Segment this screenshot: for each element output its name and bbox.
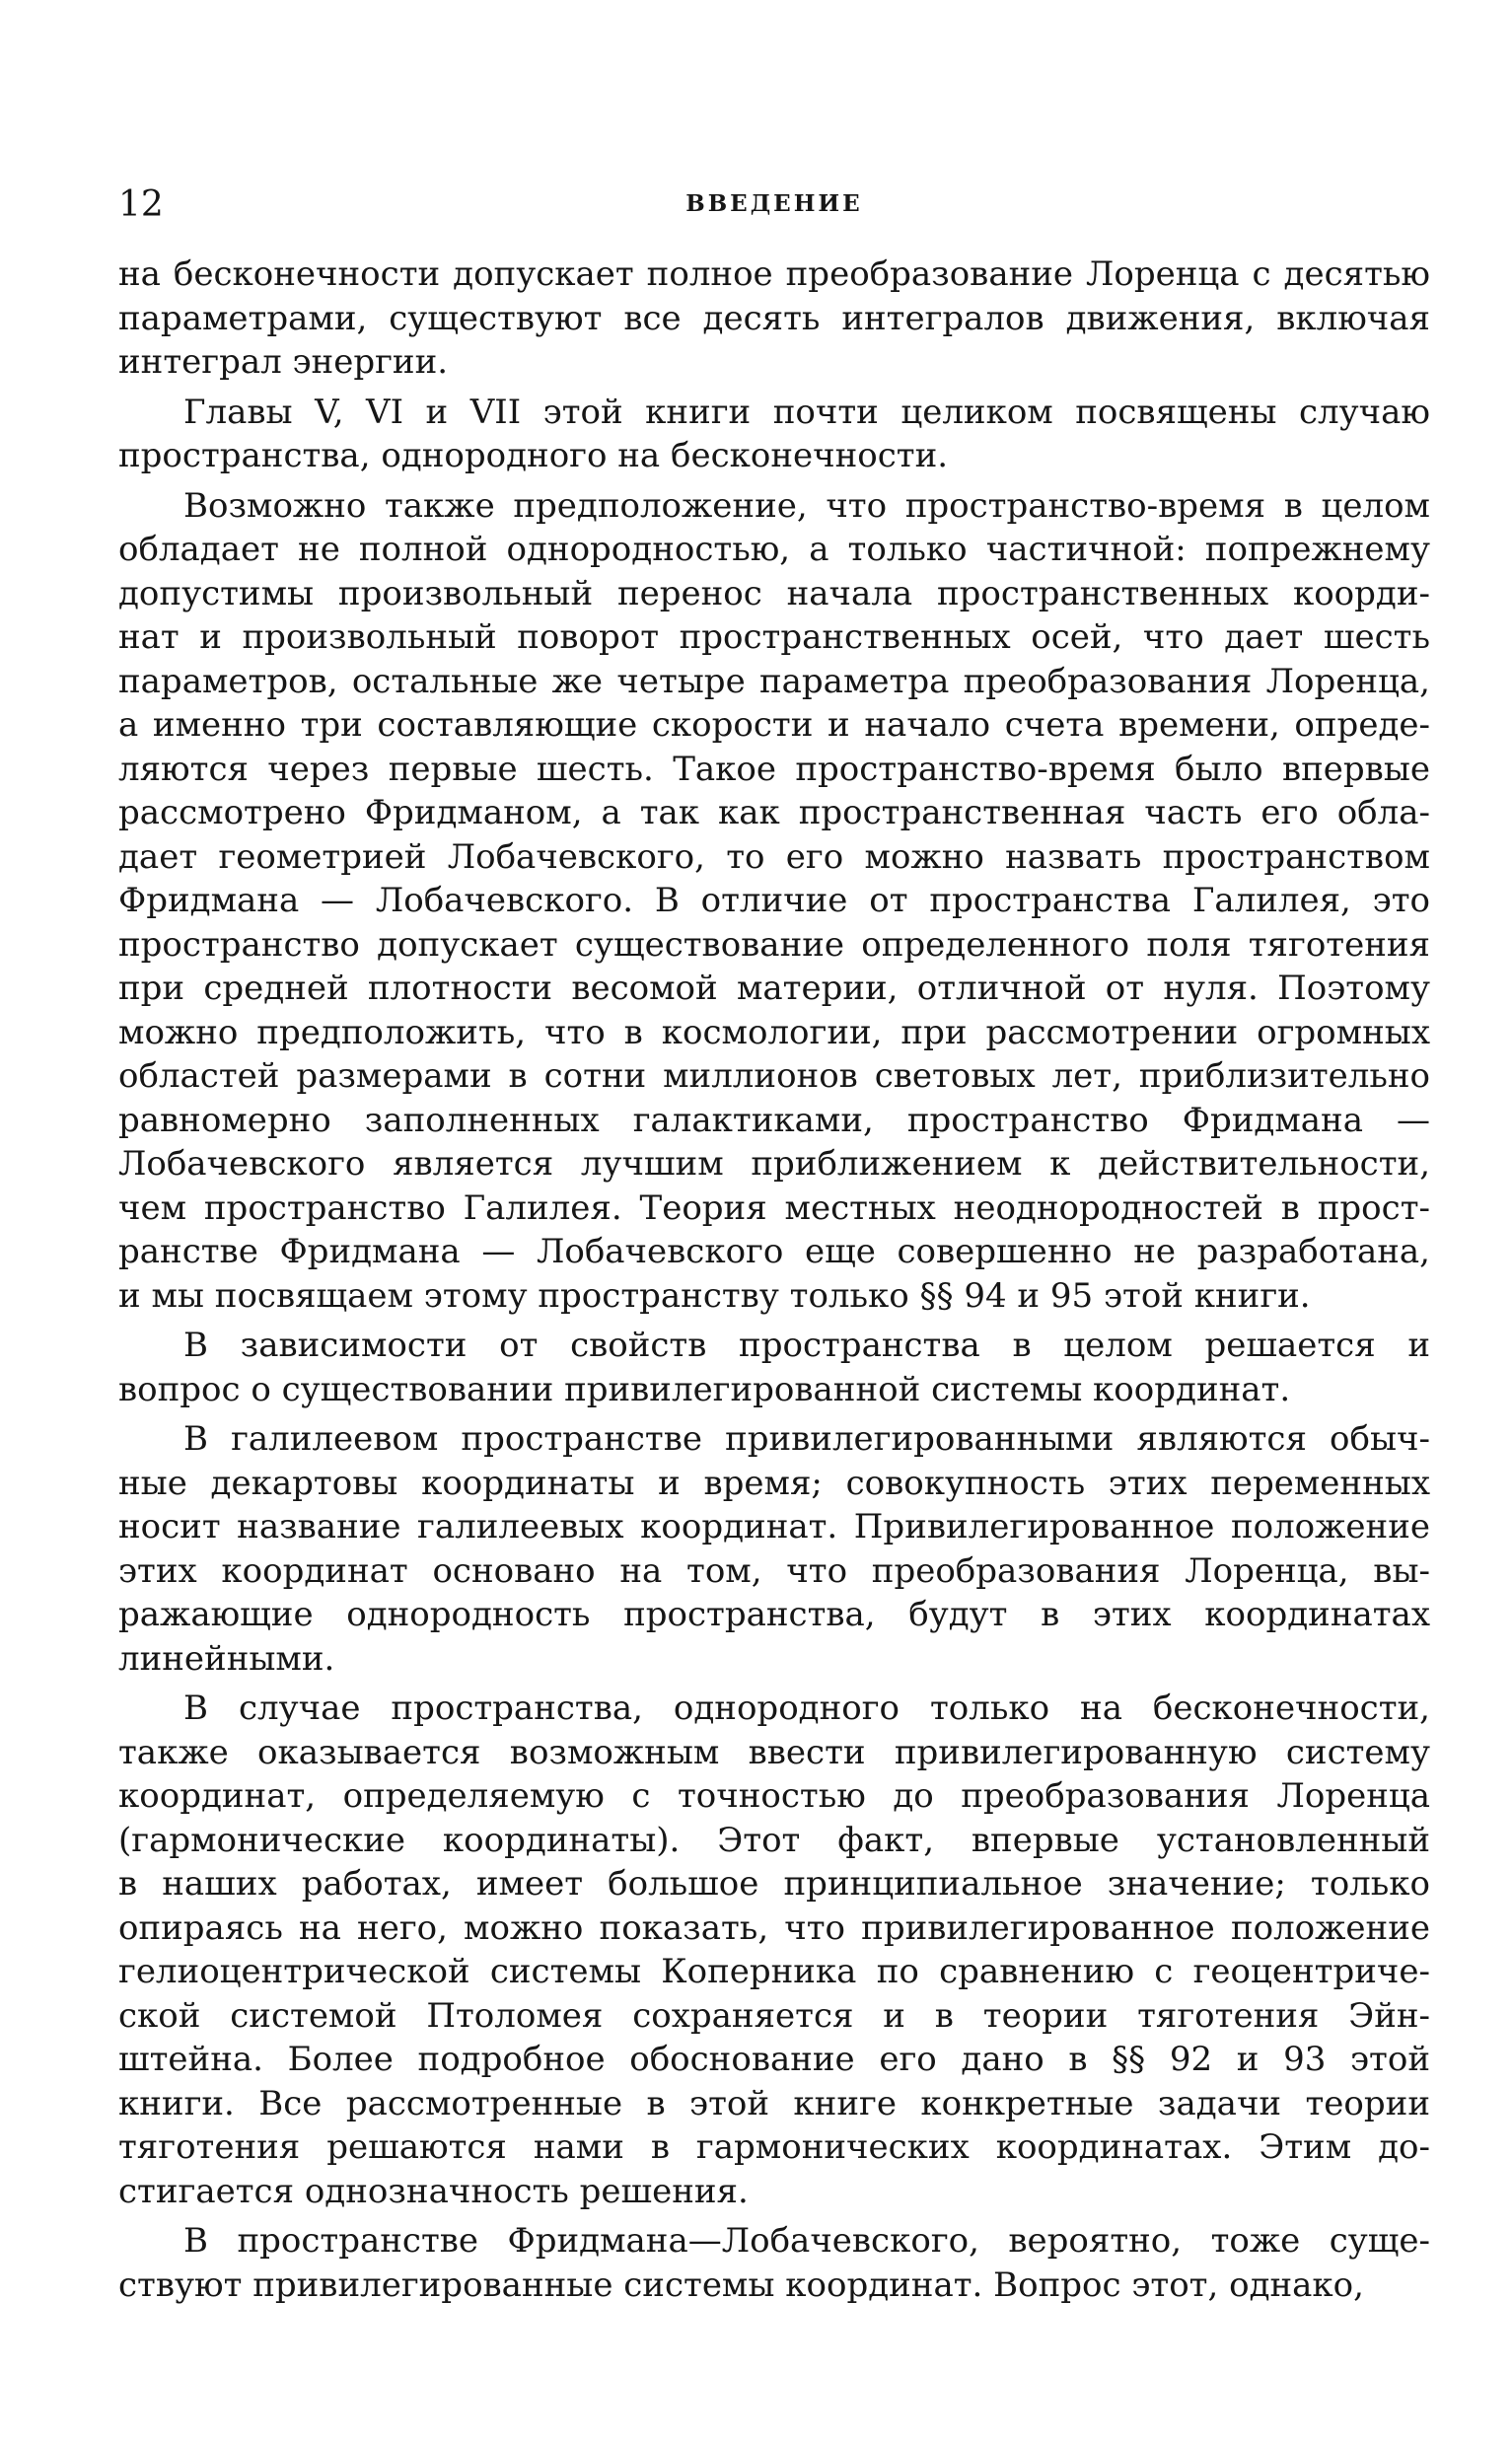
text-line: Фридмана — Лобачевского. В отличие от пространства Галилея, это [118, 881, 1430, 920]
text-line: равномерно заполненных галактиками, пространство Фридмана — [118, 1100, 1430, 1140]
text-line: ствуют привилегированные системы координат. Вопрос этот, однако, [118, 2264, 1364, 2305]
text-line: линейными. [118, 1638, 335, 1679]
text-line: в наших работах, имеет большое принципиальное значение; только [118, 1864, 1430, 1904]
text-line: опираясь на него, можно показать, что привилегированное положение [118, 1907, 1430, 1948]
text-line: обладает не полной однородностью, а только частичной: попрежнему [118, 530, 1430, 569]
paragraph [118, 1417, 1430, 1681]
text-line: В галилеевом пространстве привилегированными являются обыч- [183, 1419, 1430, 1459]
text-line: и мы посвящаем этому пространству только §§ 94 и 95 этой книги. [118, 1275, 1311, 1316]
text-line: дает геометрией Лобачевского, то его можно назвать пространством [118, 836, 1430, 877]
book-page [118, 0, 1430, 2444]
text-line: (гармонические координаты). Этот факт, впервые установленный [118, 1820, 1430, 1860]
text-line: можно предположить, что в космологии, при рассмотрении огромных [118, 1012, 1430, 1052]
text-line: В зависимости от свойств пространства в целом решается и [183, 1326, 1430, 1365]
text-line: В пространстве Фридмана—Лобачевского, вероятно, тоже суще- [183, 2221, 1430, 2261]
paragraph [118, 1687, 1430, 2213]
text-line: интеграл энергии. [118, 342, 449, 382]
text-line: а именно три составляющие скорости и начало счета времени, опреде- [118, 705, 1430, 745]
text-line: Возможно также предположение, что пространство-время в целом [183, 485, 1430, 526]
paragraph [118, 252, 1430, 385]
text-line: вопрос о существовании привилегированной системы координат. [118, 1369, 1291, 1409]
paragraph [118, 1324, 1430, 1411]
text-line: пространства, однородного на бесконечности. [118, 436, 949, 475]
text-line: этих координат основано на том, что преобразования Лоренца, вы- [118, 1550, 1430, 1591]
text-line: штейна. Более подробное обоснование его дано в §§ 92 и 93 этой [118, 2040, 1430, 2079]
text-line: на бесконечности допускает полное преобразование Лоренца с десятью [118, 254, 1430, 294]
paragraph [118, 2219, 1430, 2307]
text-line: стигается однозначность решения. [118, 2171, 749, 2211]
text-line: носит название галилеевых координат. Привилегированное положение [118, 1507, 1430, 1546]
text-line: ской системой Птоломея сохраняется и в теории тяготения Эйн- [118, 1995, 1430, 2036]
text-line: рассмотрено Фридманом, а так как пространственная часть его обла- [118, 793, 1430, 832]
text-line: ранстве Фридмана — Лобачевского еще совершенно не разработана, [118, 1232, 1430, 1271]
text-line: пространство допускает существование определенного поля тяготения [118, 924, 1430, 965]
text-line: книги. Все рассмотренные в этой книге конкретные задачи теории [118, 2083, 1430, 2123]
text-line: Главы V, VI и VII этой книги почти целиком посвящены случаю [183, 392, 1430, 432]
paragraph [118, 391, 1430, 478]
text-line: ные декартовы координаты и время; совокупность этих переменных [118, 1463, 1430, 1503]
text-line: параметров, остальные же четыре параметра преобразования Лоренца, [118, 661, 1430, 701]
body-text [118, 252, 1430, 2307]
text-line: при средней плотности весомой материи, отличной от нуля. Поэтому [118, 969, 1430, 1008]
text-line: параметрами, существуют все десять интегралов движения, включая [118, 298, 1430, 338]
text-line: Лобачевского является лучшим приближением к действительности, [118, 1144, 1430, 1184]
text-line: нат и произвольный поворот пространственных осей, что дает шесть [118, 617, 1430, 657]
text-line: ляются через первые шесть. Такое пространство-время было впервые [118, 749, 1430, 789]
text-line: координат, определяемую с точностью до преобразования Лоренца [118, 1776, 1430, 1816]
running-head: ВВЕДЕНИЕ [685, 190, 863, 217]
text-line: гелиоцентрической системы Коперника по сравнению с геоцентриче- [118, 1952, 1430, 1991]
text-line: ражающие однородность пространства, будут в этих координатах [118, 1595, 1430, 1634]
paragraph [118, 484, 1430, 1319]
text-line: также оказывается возможным ввести привилегированную систему [118, 1732, 1430, 1772]
text-line: тяготения решаются нами в гармонических координатах. Этим до- [118, 2127, 1430, 2167]
page-number: 12 [118, 184, 164, 225]
text-line: допустимы произвольный перенос начала пространственных коорди- [118, 573, 1430, 613]
text-line: областей размерами в сотни миллионов световых лет, приблизительно [118, 1056, 1430, 1096]
text-line: чем пространство Галилея. Теория местных неоднородностей в прост- [118, 1187, 1430, 1228]
page-header [118, 183, 1430, 233]
text-line: В случае пространства, однородного только на бесконечности, [183, 1689, 1430, 1728]
